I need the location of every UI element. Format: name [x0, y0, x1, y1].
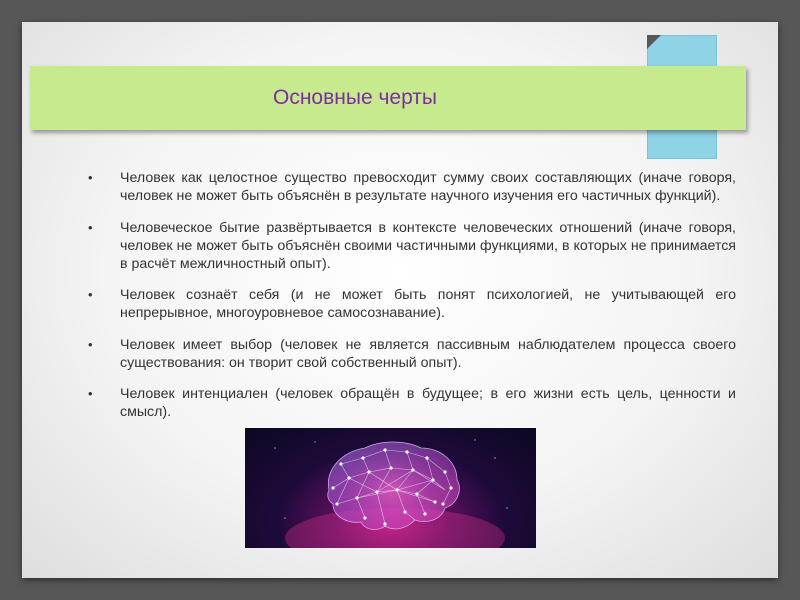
bullet-text: Человек сознаёт себя (и не может быть понят психологией, не учитывающей его непрерывное, многоуровневое самосознавание).: [120, 287, 736, 321]
slide-title: Основные черты: [272, 86, 438, 109]
bullet-icon: •: [88, 287, 93, 302]
bullet-text: Человек интенциален (человек обращён в будущее; в его жизни есть цель, ценности и смысл).: [120, 386, 736, 420]
bullet-item: [88, 336, 736, 372]
title-banner: [30, 66, 746, 130]
bullet-item: [88, 286, 736, 322]
brain-network-icon: [245, 428, 536, 548]
bullet-item: [88, 169, 736, 205]
bullet-icon: •: [88, 219, 93, 235]
bullet-text: Человеческое бытие развёртывается в контексте человеческих отношений (иначе говоря, человек не может быть объяснён своими частичными функциями, в которых не принимается в расчёт межличностный опыт).: [120, 219, 736, 272]
bullet-icon: •: [88, 170, 93, 185]
brain-network-image: [245, 428, 536, 548]
bullet-icon: •: [88, 386, 93, 401]
bullet-text: Человек имеет выбор (человек не является пассивным наблюдателем процесса своего существования: он творит свой собственный опыт).: [120, 336, 736, 371]
bullet-icon: •: [88, 336, 93, 352]
bullet-item: [88, 385, 736, 421]
bullet-list: [88, 169, 736, 435]
bullet-item: [88, 219, 736, 273]
bullet-text: Человек как целостное существо превосходит сумму своих составляющих (иначе говоря, человек не может быть объяснён в результате научного изучения его частичных функций).: [120, 170, 736, 204]
